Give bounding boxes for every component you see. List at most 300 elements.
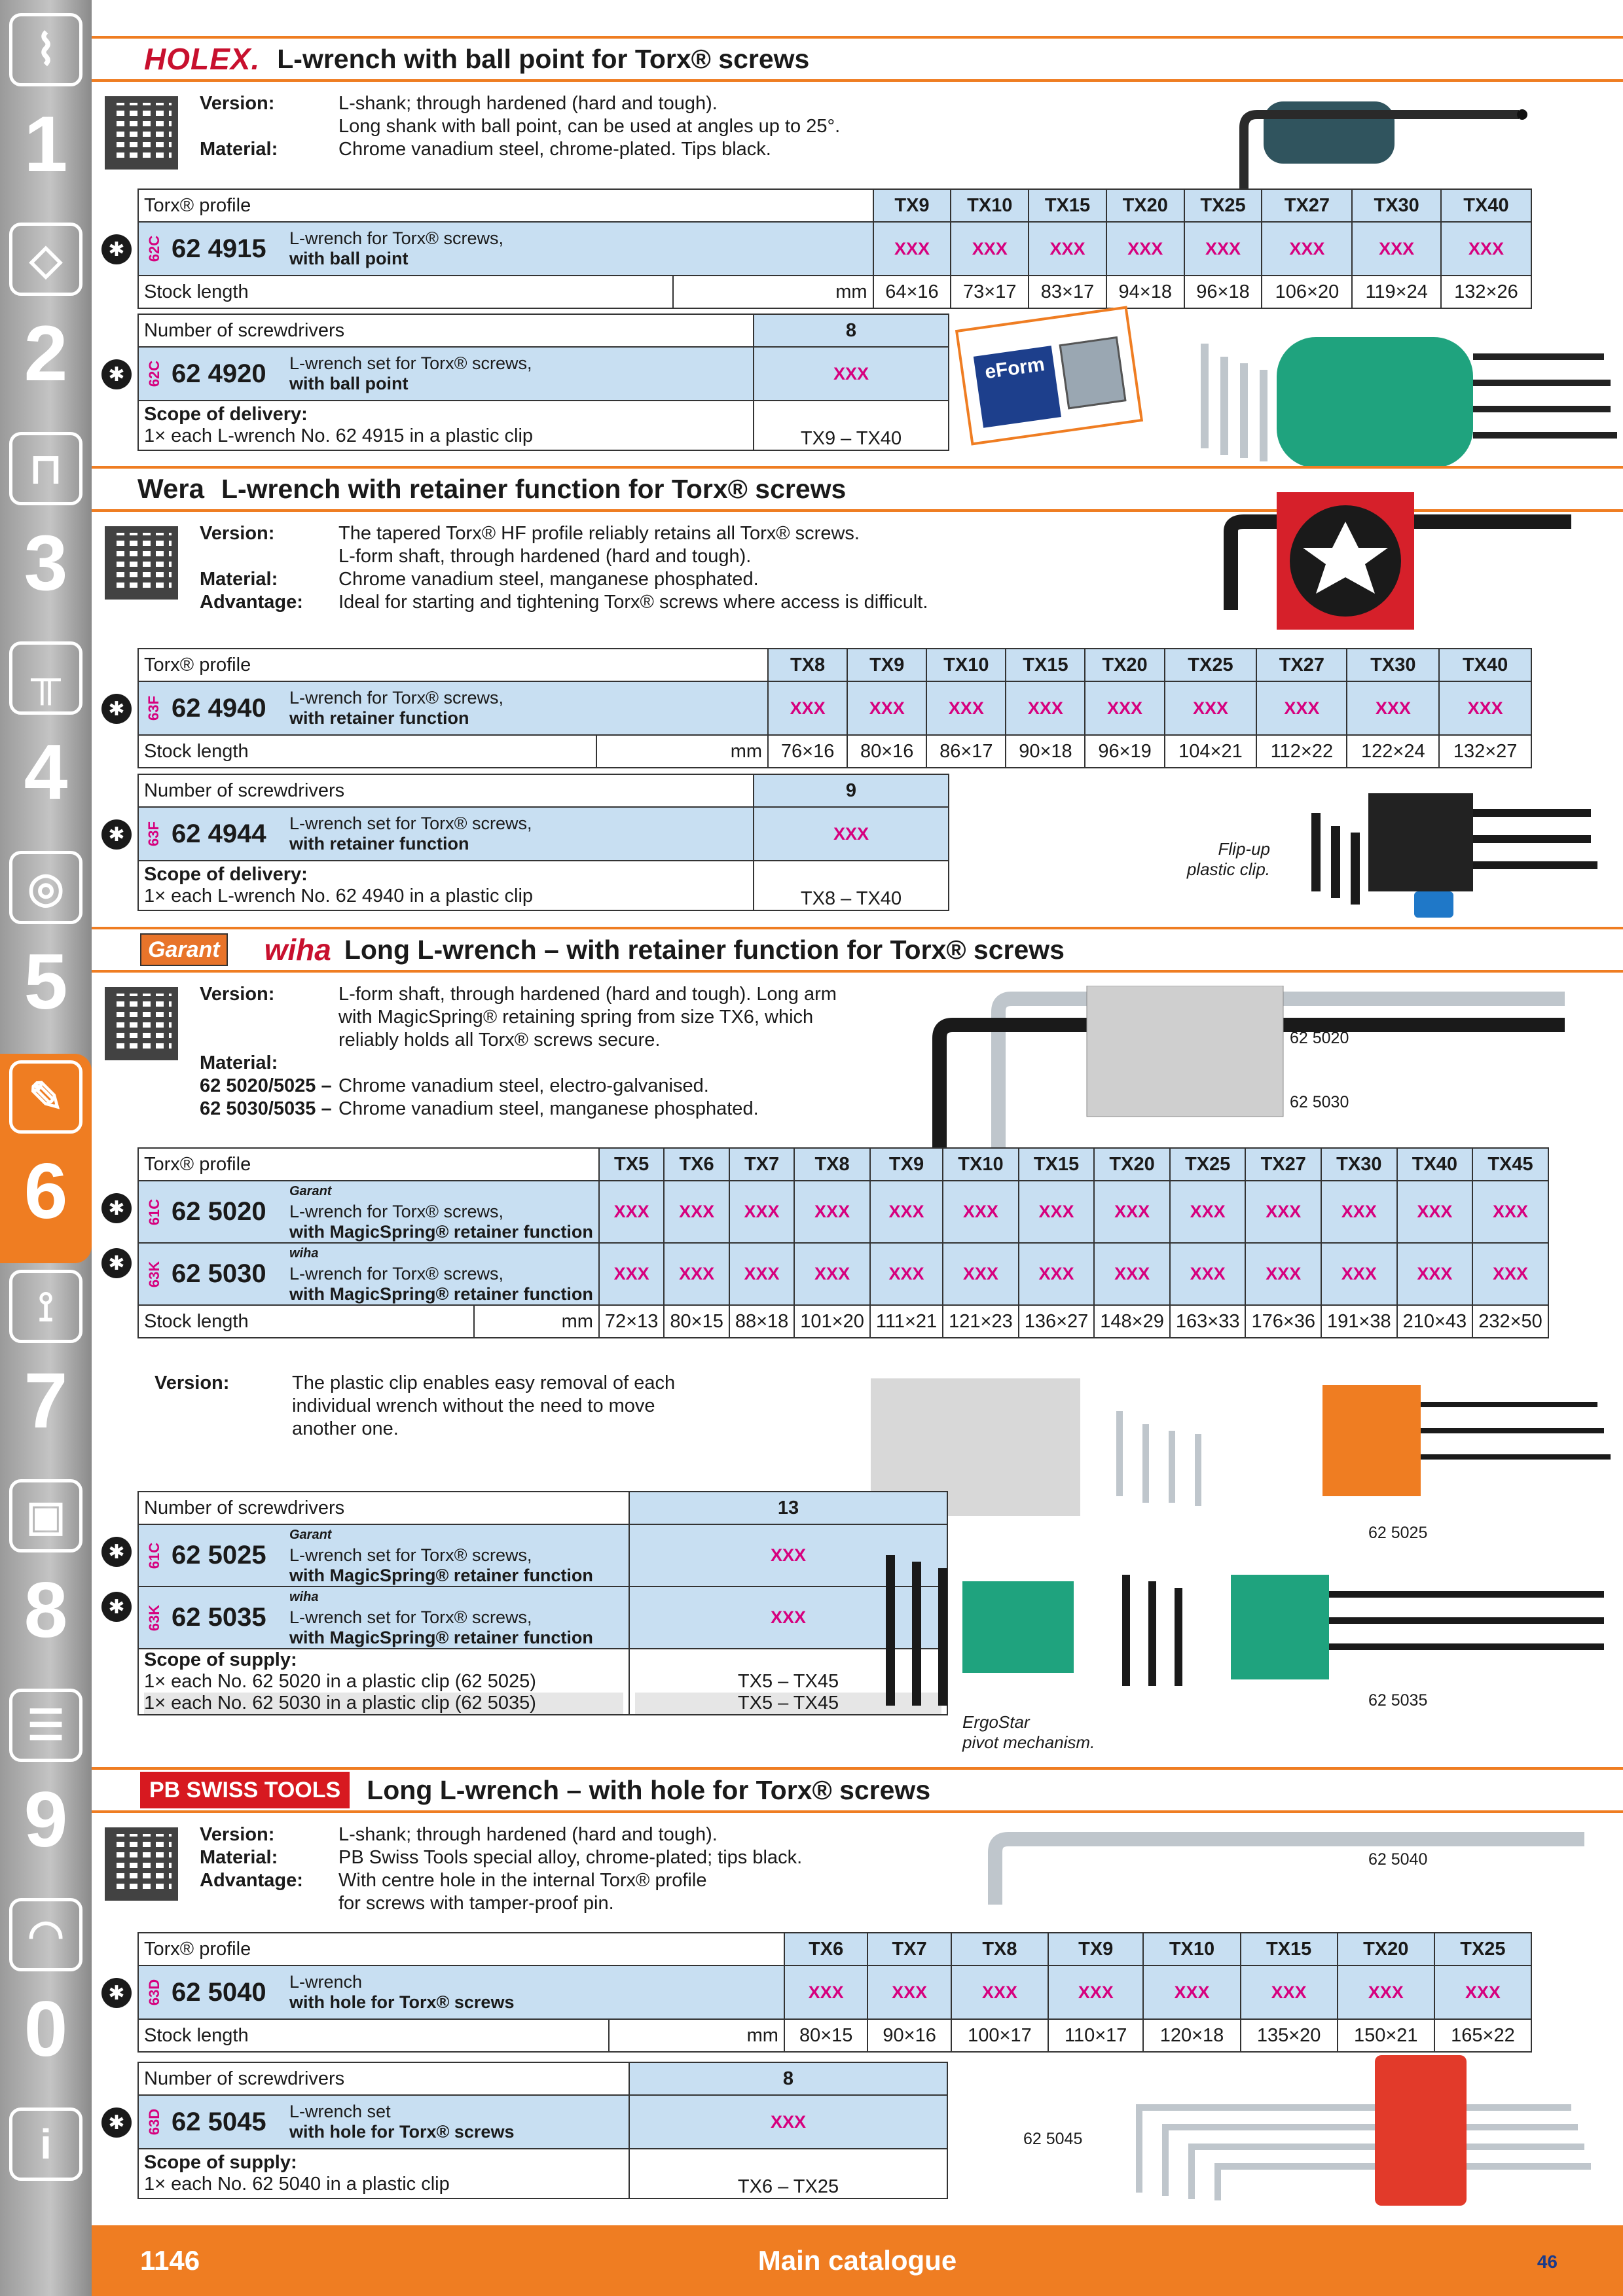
sidebar-tab-number: 7	[24, 1357, 68, 1444]
count-value: 9	[754, 774, 949, 807]
pb-swiss-tools-logo: PB SWISS TOOLS	[140, 1772, 350, 1808]
article-cell[interactable]	[138, 2095, 629, 2149]
size-range: TX6 – TX25	[629, 2149, 947, 2198]
sidebar-tab-number: 3	[24, 519, 68, 607]
stock-length-value: 83×17	[1029, 276, 1106, 308]
order-value[interactable]: XXX	[1338, 1965, 1434, 2019]
column-tx8: TX8	[794, 1148, 870, 1181]
column-tx15: TX15	[1006, 649, 1085, 681]
stock-length-value: 90×18	[1006, 735, 1085, 768]
unit-label: mm	[673, 276, 873, 308]
info-icon: i	[9, 2108, 82, 2181]
article-description: L-wrench for Torx® screws, with ball point	[289, 228, 503, 268]
eform-badge[interactable]	[955, 306, 1143, 445]
order-value[interactable]: XXX	[1439, 681, 1531, 735]
column-tx30: TX30	[1352, 189, 1440, 222]
description-row: 62 5030/5035 – Chrome vanadium steel, manganese phosphated.	[200, 1098, 759, 1119]
order-value[interactable]: XXX	[1397, 1181, 1473, 1243]
group-code: 63K	[146, 1261, 163, 1287]
size-range: TX5 – TX45 TX5 – TX45	[629, 1649, 947, 1715]
group-code: 61C	[146, 1198, 163, 1225]
unit-label: mm	[609, 2019, 784, 2052]
scope-cell: Scope of delivery: 1× each L-wrench No. 62 4915 in a plastic clip	[138, 401, 754, 450]
pliers-icon: ⟟	[9, 1270, 82, 1343]
torx-symbol-icon: ✱	[101, 359, 132, 389]
order-value[interactable]: XXX	[1256, 681, 1347, 735]
cabinet-icon: ☰	[9, 1689, 82, 1762]
product-table-625020-625030	[137, 1147, 1549, 1338]
article-description: Garant L-wrench set for Torx® screws, with MagicSpring® retainer function	[289, 1525, 593, 1586]
order-value[interactable]: XXX	[1019, 1243, 1095, 1305]
eform-pictogram	[1059, 336, 1127, 410]
stock-length-value: 90×16	[867, 2019, 951, 2052]
order-value[interactable]: XXX	[1321, 1243, 1397, 1305]
stock-length-value: 176×36	[1245, 1305, 1321, 1338]
caption-ergostar: ErgoStar pivot mechanism.	[962, 1712, 1095, 1752]
description-row: Advantage: With centre hole in the internal Torx® profile	[200, 1870, 707, 1891]
order-value[interactable]: XXX	[1165, 681, 1257, 735]
sidebar-tab-number: 8	[24, 1566, 68, 1654]
qr-code[interactable]	[105, 1827, 178, 1901]
description-row: Material:	[200, 1052, 278, 1073]
order-value[interactable]: XXX	[943, 1243, 1019, 1305]
column-tx40: TX40	[1439, 649, 1531, 681]
caliper-icon: ╥	[9, 641, 82, 715]
description-row: for screws with tamper-proof pin.	[338, 1893, 614, 1914]
stock-length-value: 104×21	[1165, 735, 1257, 768]
section-title: L-wrench with retainer function for Torx® screws	[221, 473, 847, 504]
column-tx7: TX7	[867, 1933, 951, 1965]
order-value[interactable]: XXX	[870, 1243, 943, 1305]
sidebar-tab-7[interactable]	[0, 1263, 92, 1473]
order-value[interactable]: XXX	[754, 347, 949, 401]
footer-page-ref: 46	[1537, 2251, 1558, 2272]
order-value[interactable]: XXX	[1048, 1965, 1143, 2019]
torx-symbol-icon: ✱	[101, 1248, 132, 1278]
unit-label: mm	[474, 1305, 599, 1338]
order-value[interactable]: XXX	[729, 1181, 794, 1243]
count-label: Number of screwdrivers	[138, 1492, 629, 1524]
column-tx8: TX8	[768, 649, 847, 681]
description-row: L-form shaft, through hardened (hard and tough).	[338, 546, 752, 567]
stock-length-value: 94×18	[1106, 276, 1184, 308]
order-value[interactable]: XXX	[1352, 222, 1440, 276]
group-code: 62C	[146, 360, 163, 387]
order-value[interactable]: XXX	[664, 1243, 729, 1305]
stock-length-value: 136×27	[1019, 1305, 1095, 1338]
unit-label: mm	[596, 735, 768, 768]
sidebar-tab-1[interactable]	[0, 7, 92, 216]
order-value[interactable]: XXX	[629, 1524, 947, 1587]
group-code: 61C	[146, 1542, 163, 1569]
column-tx40: TX40	[1397, 1148, 1473, 1181]
order-value[interactable]: XXX	[1106, 222, 1184, 276]
stock-length-value: 72×13	[599, 1305, 664, 1338]
section-header	[92, 36, 1623, 82]
order-value[interactable]: XXX	[1441, 222, 1531, 276]
brand-mini-logo: Garant	[289, 1184, 332, 1198]
torx-symbol-icon: ✱	[101, 234, 132, 264]
sidebar-tab-number: 0	[24, 1985, 68, 2073]
stock-length-value: 148×29	[1094, 1305, 1170, 1338]
label-625025: 62 5025	[1368, 1524, 1428, 1542]
stock-length-value: 76×16	[768, 735, 847, 768]
column-tx9: TX9	[873, 189, 951, 222]
drill-icon: ⌇	[9, 13, 82, 86]
sidebar-tab-number: 9	[24, 1776, 68, 1863]
column-tx20: TX20	[1106, 189, 1184, 222]
article-number[interactable]: 62 4940	[172, 693, 266, 723]
description-row: Material: PB Swiss Tools special alloy, chrome-plated; tips black.	[200, 1847, 803, 1868]
stock-length-value: 121×23	[943, 1305, 1019, 1338]
garant-logo: Garant	[140, 933, 228, 966]
stock-length-value: 96×18	[1184, 276, 1262, 308]
article-description: Garant L-wrench for Torx® screws, with MagicSpring® retainer function	[289, 1181, 593, 1242]
column-tx9: TX9	[847, 649, 926, 681]
order-value[interactable]: XXX	[943, 1181, 1019, 1243]
order-value[interactable]: XXX	[1472, 1243, 1548, 1305]
stock-length-value: 101×20	[794, 1305, 870, 1338]
order-value[interactable]: XXX	[629, 1587, 947, 1649]
order-value[interactable]: XXX	[926, 681, 1006, 735]
column-tx30: TX30	[1321, 1148, 1397, 1181]
stock-length-value: 191×38	[1321, 1305, 1397, 1338]
article-description: wiha L-wrench for Torx® screws, with MagicSpring® retainer function	[289, 1244, 593, 1304]
chuck-icon: ⊓	[9, 432, 82, 505]
article-number[interactable]: 62 5035	[172, 1603, 266, 1632]
holex-logo: HOLEX.	[144, 42, 261, 76]
order-value[interactable]: XXX	[1143, 1965, 1240, 2019]
description-block	[200, 1823, 854, 1915]
order-value[interactable]: XXX	[870, 1181, 943, 1243]
section-title: Long L-wrench – with retainer function for Torx® screws	[344, 934, 1065, 965]
stock-length-value: 80×15	[664, 1305, 729, 1338]
article-description: L-wrench set for Torx® screws, with retainer function	[289, 814, 532, 853]
order-value[interactable]: XXX	[951, 1965, 1048, 2019]
order-value[interactable]: XXX	[1094, 1243, 1170, 1305]
stock-length-value: 111×21	[870, 1305, 943, 1338]
column-tx10: TX10	[951, 189, 1029, 222]
stock-length-value: 165×22	[1434, 2019, 1531, 2052]
version-note: Version: The plastic clip enables easy removal of each individual wrench without the need to move another one.	[155, 1372, 940, 1441]
wiha-logo: wiha	[264, 933, 331, 967]
safety-glasses-icon: ◠	[9, 1898, 82, 1971]
profile-label: Torx® profile	[138, 189, 873, 222]
toolcase-icon: ▣	[9, 1479, 82, 1552]
order-value[interactable]: XXX	[729, 1243, 794, 1305]
order-value[interactable]: XXX	[1397, 1243, 1473, 1305]
description-row: Version: L-shank; through hardened (hard and tough).	[200, 93, 718, 114]
product-table-625025-625035	[137, 1491, 948, 1715]
profile-label: Torx® profile	[138, 1148, 599, 1181]
description-block	[200, 983, 920, 1121]
order-value[interactable]: XXX	[794, 1181, 870, 1243]
description-block	[200, 92, 854, 161]
order-value[interactable]: XXX	[1006, 681, 1085, 735]
stock-length-value: 210×43	[1397, 1305, 1473, 1338]
order-value[interactable]: XXX	[1434, 1965, 1531, 2019]
profile-label: Torx® profile	[138, 1933, 784, 1965]
column-tx5: TX5	[599, 1148, 664, 1181]
count-label: Number of screwdrivers	[138, 2062, 629, 2095]
column-tx10: TX10	[943, 1148, 1019, 1181]
description-row: Material: Chrome vanadium steel, chrome-plated. Tips black.	[200, 139, 771, 160]
description-block	[200, 522, 1051, 614]
torx-symbol-icon: ✱	[101, 1537, 132, 1567]
order-value[interactable]: XXX	[1347, 681, 1439, 735]
count-value: 13	[629, 1492, 947, 1524]
description-row: Version: L-shank; through hardened (hard and tough).	[200, 1824, 718, 1845]
column-tx15: TX15	[1241, 1933, 1338, 1965]
order-value[interactable]: XXX	[599, 1181, 664, 1243]
description-row: Advantage: Ideal for starting and tightening Torx® screws where access is difficult.	[200, 592, 928, 613]
column-tx10: TX10	[926, 649, 1006, 681]
stock-length-value: 163×33	[1170, 1305, 1246, 1338]
eform-label: eForm	[974, 346, 1061, 428]
group-code: 62C	[146, 235, 163, 262]
column-tx27: TX27	[1262, 189, 1352, 222]
article-number[interactable]: 62 5030	[172, 1259, 266, 1288]
column-tx25: TX25	[1184, 189, 1262, 222]
article-number[interactable]: 62 5045	[172, 2107, 266, 2136]
version-note-line: another one.	[292, 1418, 399, 1439]
torx-symbol-icon: ✱	[101, 1978, 132, 2008]
article-cell[interactable]	[138, 807, 754, 861]
order-value[interactable]: XXX	[1321, 1181, 1397, 1243]
ergostar-pivot-image	[871, 1542, 1087, 1738]
group-code: 63K	[146, 1604, 163, 1631]
stock-length-value: 73×17	[951, 276, 1029, 308]
page-footer	[92, 2225, 1623, 2296]
stock-length-value: 132×26	[1441, 276, 1531, 308]
sidebar-tab-number: 6	[24, 1147, 68, 1235]
order-value[interactable]: XXX	[1262, 222, 1352, 276]
order-value[interactable]: XXX	[768, 681, 847, 735]
description-row: Long shank with ball point, can be used at angles up to 25°.	[338, 116, 841, 137]
article-cell[interactable]	[138, 1243, 599, 1305]
l-wrench-retainer-image	[1126, 492, 1623, 636]
order-value[interactable]: XXX	[867, 1965, 951, 2019]
sidebar-tab-2[interactable]	[0, 216, 92, 425]
article-number[interactable]: 62 5040	[172, 1977, 266, 2007]
sidebar-tab-number: 5	[24, 938, 68, 1026]
product-table-625040	[137, 1932, 1532, 2053]
column-tx25: TX25	[1434, 1933, 1531, 1965]
stock-length-value: 110×17	[1048, 2019, 1143, 2052]
count-value: 8	[629, 2062, 947, 2095]
article-cell[interactable]	[138, 1587, 629, 1649]
order-value[interactable]: XXX	[847, 681, 926, 735]
order-value[interactable]: XXX	[599, 1243, 664, 1305]
column-tx27: TX27	[1245, 1148, 1321, 1181]
scope-cell: Scope of delivery: 1× each L-wrench No. 62 4940 in a plastic clip	[138, 861, 754, 910]
l-wrench-set-ball-point-image	[1159, 317, 1623, 481]
torx-symbol-icon: ✱	[101, 1592, 132, 1622]
sidebar	[0, 0, 92, 2296]
article-description: L-wrench set with hole for Torx® screws	[289, 2102, 515, 2142]
page-number: 1146	[140, 2245, 200, 2276]
stock-length-value: 106×20	[1262, 276, 1352, 308]
profile-label: Torx® profile	[138, 649, 768, 681]
stock-length-label: Stock length	[138, 1305, 474, 1338]
column-tx20: TX20	[1094, 1148, 1170, 1181]
qr-code[interactable]	[105, 96, 178, 170]
article-cell[interactable]	[138, 347, 754, 401]
order-value[interactable]: XXX	[794, 1243, 870, 1305]
order-value[interactable]: XXX	[1085, 681, 1164, 735]
article-cell[interactable]	[138, 222, 873, 276]
order-value[interactable]: XXX	[664, 1181, 729, 1243]
order-value[interactable]: XXX	[1241, 1965, 1338, 2019]
section-title: Long L-wrench – with hole for Torx® screws	[367, 1774, 931, 1805]
size-range: TX8 – TX40	[754, 861, 949, 910]
order-value[interactable]: XXX	[1184, 222, 1262, 276]
stock-length-value: 88×18	[729, 1305, 794, 1338]
order-value[interactable]: XXX	[1170, 1181, 1246, 1243]
article-number[interactable]: 62 4944	[172, 819, 266, 848]
article-cell[interactable]	[138, 681, 768, 735]
column-tx40: TX40	[1441, 189, 1531, 222]
milling-insert-icon: ◇	[9, 223, 82, 296]
stock-length-value: 64×16	[873, 276, 951, 308]
article-cell[interactable]	[138, 1965, 784, 2019]
caption-flip-up: Flip-up plastic clip.	[1186, 839, 1270, 879]
order-value[interactable]: XXX	[951, 222, 1029, 276]
label-625030: 62 5030	[1290, 1093, 1349, 1111]
stock-length-value: 112×22	[1256, 735, 1347, 768]
torx-symbol-icon: ✱	[101, 819, 132, 850]
article-cell[interactable]	[138, 1524, 629, 1587]
order-value[interactable]: XXX	[1472, 1181, 1548, 1243]
label-625045: 62 5045	[1023, 2130, 1083, 2148]
sidebar-tab-8[interactable]	[0, 1473, 92, 1682]
article-cell[interactable]	[138, 1181, 599, 1243]
count-value: 8	[754, 314, 949, 347]
description-row: Version: The tapered Torx® HF profile reliably retains all Torx® screws.	[200, 523, 860, 544]
group-code: 63F	[145, 821, 162, 846]
column-tx7: TX7	[729, 1148, 794, 1181]
torx-symbol-icon: ✱	[101, 1193, 132, 1223]
label-625020: 62 5020	[1290, 1029, 1349, 1047]
stock-length-value: 80×16	[847, 735, 926, 768]
sidebar-tab-3[interactable]	[0, 425, 92, 635]
article-number[interactable]: 62 4915	[172, 234, 266, 263]
count-label: Number of screwdrivers	[138, 774, 754, 807]
order-value[interactable]: XXX	[629, 2095, 947, 2149]
article-number[interactable]: 62 5025	[172, 1541, 266, 1570]
product-table-625045	[137, 2062, 948, 2199]
product-table-624944	[137, 774, 949, 911]
order-value[interactable]: XXX	[1019, 1181, 1095, 1243]
column-tx10: TX10	[1143, 1933, 1240, 1965]
group-code: 63F	[145, 696, 162, 721]
stock-length-label: Stock length	[138, 735, 596, 768]
sidebar-tab-6[interactable]	[0, 1054, 92, 1263]
article-number[interactable]: 62 5020	[172, 1197, 266, 1226]
size-range: TX9 – TX40	[754, 401, 949, 450]
stock-length-value: 132×27	[1439, 735, 1531, 768]
group-code: 63D	[146, 1979, 163, 2006]
label-625040: 62 5040	[1368, 1850, 1428, 1869]
torx-symbol-icon: ✱	[101, 694, 132, 724]
column-tx6: TX6	[784, 1933, 867, 1965]
stock-length-value: 150×21	[1338, 2019, 1434, 2052]
stock-length-value: 119×24	[1352, 276, 1440, 308]
description-row: reliably holds all Torx® screws secure.	[338, 1030, 661, 1050]
grinding-disc-icon: ◎	[9, 851, 82, 924]
l-wrench-set-625025-image	[1100, 1372, 1617, 1529]
article-description: L-wrench for Torx® screws, with retainer function	[289, 688, 503, 728]
column-tx30: TX30	[1347, 649, 1439, 681]
sidebar-tab-number: 4	[24, 728, 68, 816]
column-tx8: TX8	[951, 1933, 1048, 1965]
order-value[interactable]: XXX	[1170, 1243, 1246, 1305]
column-tx20: TX20	[1085, 649, 1164, 681]
stock-length-value: 232×50	[1472, 1305, 1548, 1338]
brand-mini-logo: Garant	[289, 1528, 332, 1542]
sidebar-tab-info[interactable]	[0, 2101, 92, 2296]
stock-length-value: 135×20	[1241, 2019, 1338, 2052]
section-header	[92, 927, 1623, 973]
count-label: Number of screwdrivers	[138, 314, 754, 347]
long-l-wrench-image	[890, 986, 1617, 1156]
description-row: Material: Chrome vanadium steel, manganese phosphated.	[200, 569, 759, 590]
description-row: with MagicSpring® retaining spring from size TX6, which	[338, 1007, 814, 1028]
product-table-624915	[137, 188, 1532, 309]
order-value[interactable]: XXX	[784, 1965, 867, 2019]
column-tx9: TX9	[1048, 1933, 1143, 1965]
column-tx25: TX25	[1170, 1148, 1246, 1181]
column-tx20: TX20	[1338, 1933, 1434, 1965]
description-row: 62 5020/5025 – Chrome vanadium steel, electro-galvanised.	[200, 1075, 709, 1096]
section-title: L-wrench with ball point for Torx® screws	[277, 43, 810, 74]
torx-symbol-icon: ✱	[101, 2108, 132, 2138]
sidebar-tab-number: 1	[24, 100, 68, 188]
sidebar-tab-9[interactable]	[0, 1682, 92, 1892]
scope-cell: Scope of supply: 1× each No. 62 5020 in a plastic clip (62 5025) 1× each No. 62 5030 in a plastic clip (62 5035)	[138, 1649, 629, 1715]
qr-code[interactable]	[105, 526, 178, 600]
column-tx15: TX15	[1019, 1148, 1095, 1181]
sidebar-tab-4[interactable]	[0, 635, 92, 844]
l-wrench-set-625035-image	[1100, 1555, 1617, 1706]
article-description: L-wrench with hole for Torx® screws	[289, 1972, 515, 2012]
wrench-screwdriver-icon: ✎	[9, 1060, 82, 1134]
order-value[interactable]: XXX	[873, 222, 951, 276]
column-tx25: TX25	[1165, 649, 1257, 681]
order-value[interactable]: XXX	[1029, 222, 1106, 276]
column-tx6: TX6	[664, 1148, 729, 1181]
order-value[interactable]: XXX	[1245, 1243, 1321, 1305]
column-tx45: TX45	[1472, 1148, 1548, 1181]
qr-code[interactable]	[105, 987, 178, 1060]
stock-length-value: 122×24	[1347, 735, 1439, 768]
l-wrench-set-retainer-image	[1290, 774, 1604, 937]
description-row: Version: L-form shaft, through hardened (hard and tough). Long arm	[200, 984, 837, 1005]
article-number[interactable]: 62 4920	[172, 359, 266, 388]
sidebar-tab-5[interactable]	[0, 844, 92, 1054]
order-value[interactable]: XXX	[1245, 1181, 1321, 1243]
column-tx15: TX15	[1029, 189, 1106, 222]
footer-title: Main catalogue	[757, 2245, 957, 2276]
article-description: wiha L-wrench set for Torx® screws, with MagicSpring® retainer function	[289, 1587, 593, 1648]
group-code: 63D	[146, 2108, 163, 2136]
sidebar-tab-0[interactable]	[0, 1892, 92, 2101]
stock-length-label: Stock length	[138, 2019, 609, 2052]
brand-mini-logo: wiha	[289, 1246, 319, 1261]
article-description: L-wrench set for Torx® screws, with ball point	[289, 353, 532, 393]
order-value[interactable]: XXX	[1094, 1181, 1170, 1243]
order-value[interactable]: XXX	[754, 807, 949, 861]
